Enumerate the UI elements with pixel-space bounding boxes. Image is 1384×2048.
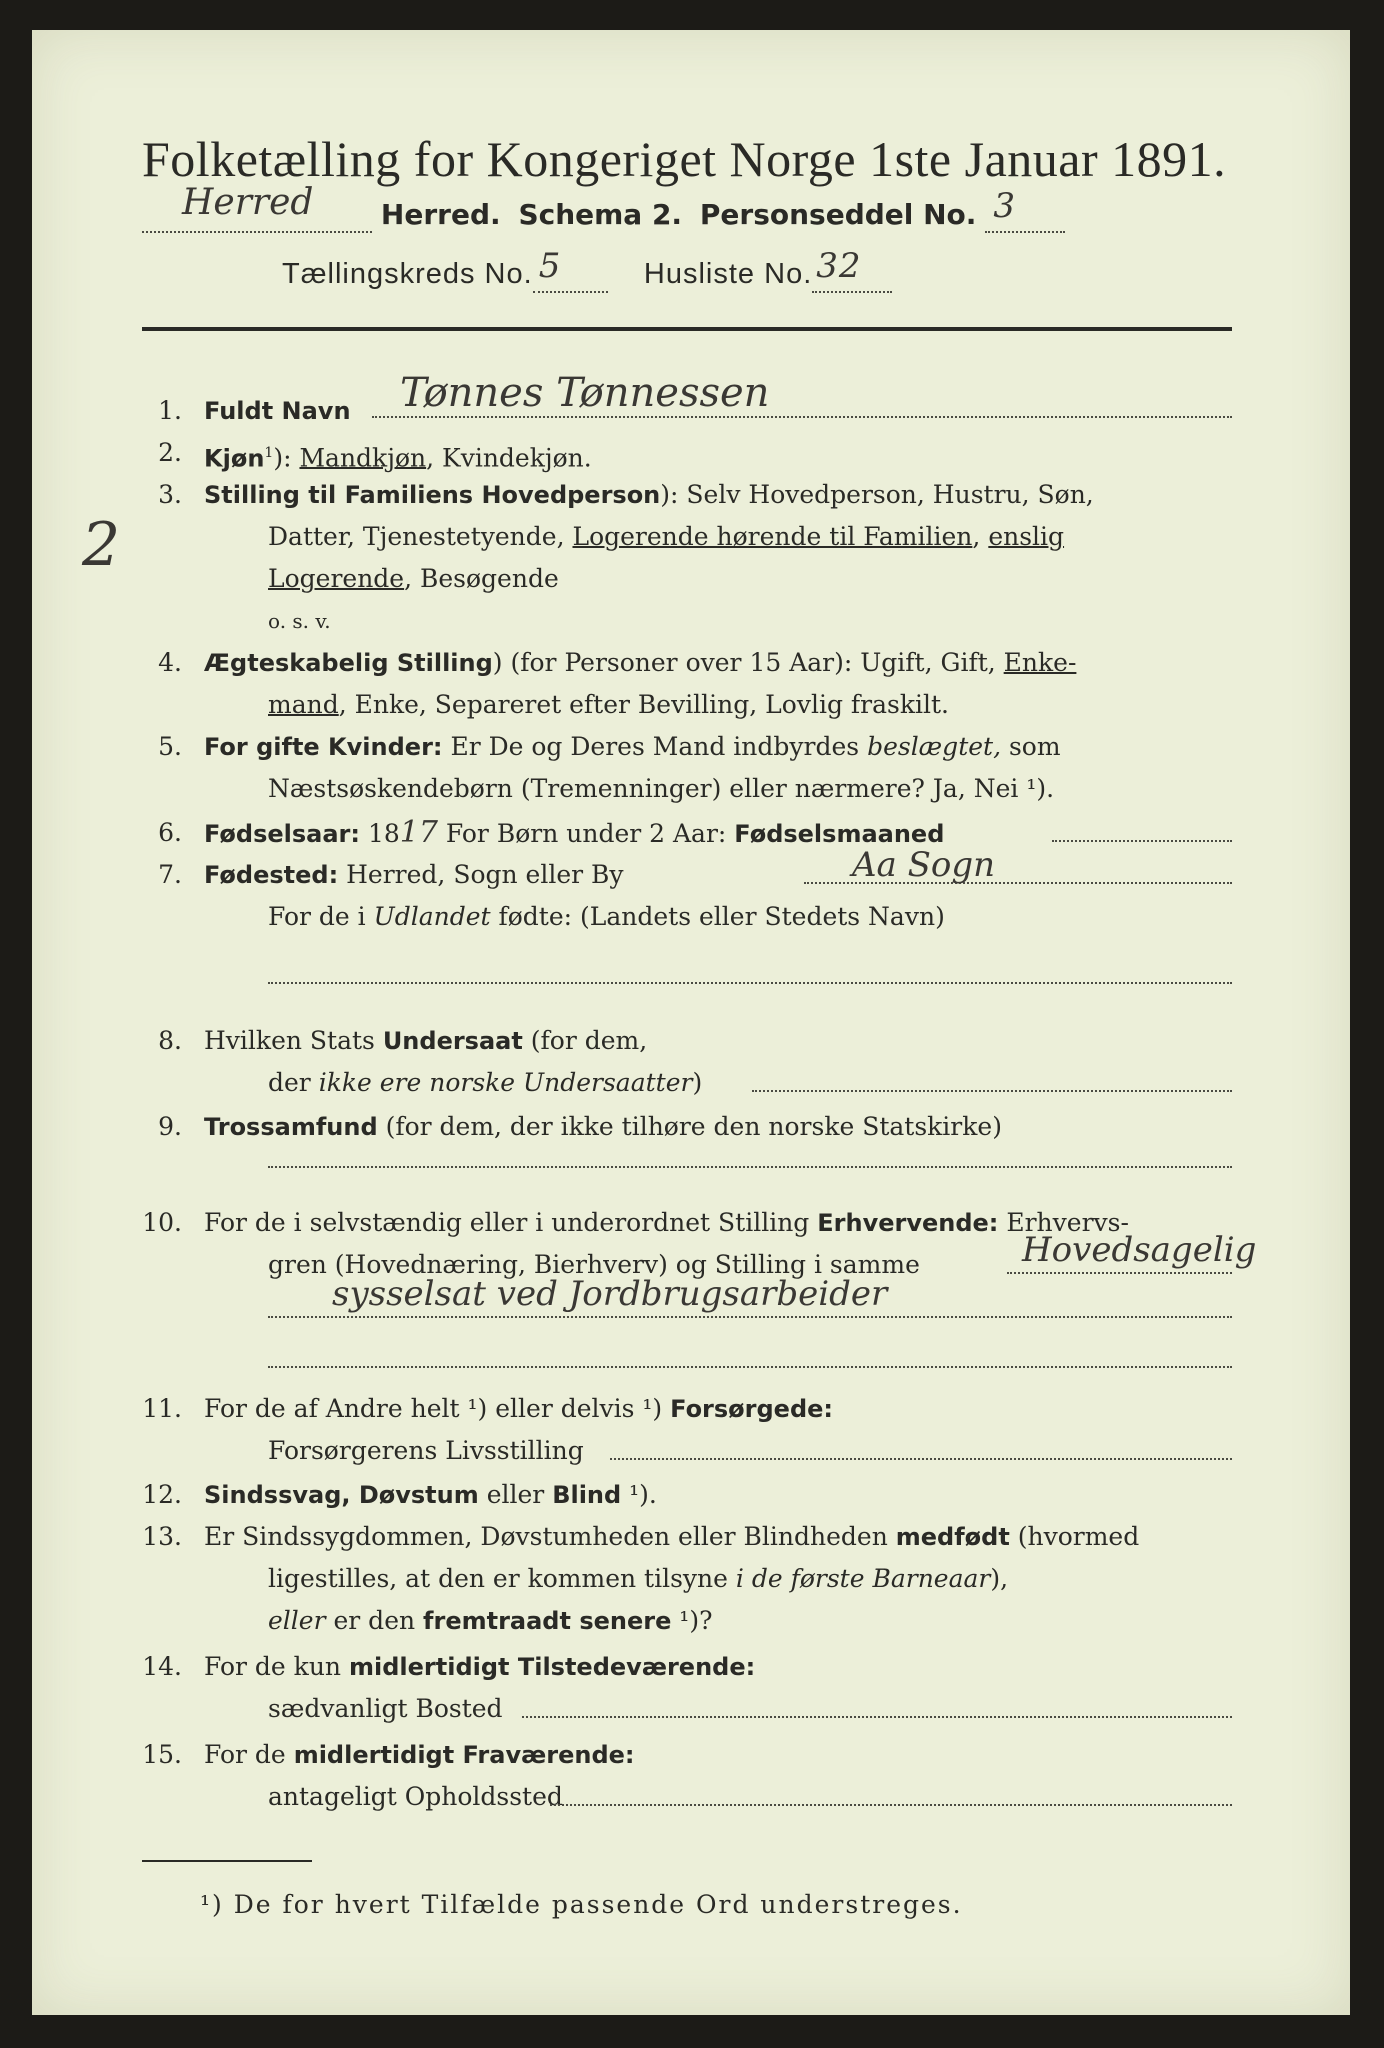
item-label: Fuldt Navn [204, 397, 351, 425]
fill-line [1052, 838, 1232, 842]
selected-mandkjon: Mandkjøn [299, 443, 427, 473]
item-number: 8. [158, 1026, 182, 1055]
header-rule [142, 327, 1232, 331]
item-number: 9. [158, 1112, 182, 1141]
personseddel-label: Personseddel No. [699, 198, 977, 231]
personseddel-value: 3 [993, 186, 1015, 226]
name-value: Tønnes Tønnessen [400, 370, 770, 416]
item-11-line2: Forsørgerens Livsstilling [268, 1436, 584, 1465]
item-number: 6. [158, 818, 182, 847]
fill-line [268, 1314, 1232, 1318]
item-3-line4: o. s. v. [268, 609, 331, 633]
item-11: For de af Andre helt ¹) eller delvis ¹) Forsørgede: [204, 1394, 834, 1423]
item-3-line2: Datter, Tjenestetyende, Logerende hørende til Familien, enslig [268, 522, 1065, 551]
item-10: For de i selvstændig eller i underordnet Stilling Erhvervende: Erhvervs- [204, 1208, 1129, 1237]
item-2: Kjøn$^1$): Mandkjøn, Kvindekjøn. [204, 443, 592, 473]
item-number: 14. [142, 1652, 182, 1681]
item-15-line2: antageligt Opholdssted [268, 1782, 563, 1811]
item-number: 1. [158, 396, 182, 425]
item-3-line3: Logerende, Besøgende [268, 564, 559, 593]
fill-line [1007, 1270, 1232, 1274]
census-form [32, 30, 1350, 2015]
item-14: For de kun midlertidigt Tilstedeværende: [204, 1652, 756, 1681]
occupation-value-2: sysselsat ved Jordbrugsarbeider [332, 1274, 888, 1314]
fill-line [752, 1088, 1232, 1092]
item-number: 5. [158, 732, 182, 761]
item-13-line2: ligestilles, at den er kommen tilsyne i de første Barneaar), [268, 1564, 1009, 1593]
fill-line [268, 1364, 1232, 1368]
item-9: Trossamfund (for dem, der ikke tilhøre den norske Statskirke) [204, 1112, 1002, 1141]
item-13: Er Sindssygdommen, Døvstumheden eller Blindheden medfødt (hvormed [204, 1522, 1140, 1551]
item-5: For gifte Kvinder: Er De og Deres Mand indbyrdes beslægtet, som [204, 732, 1061, 761]
fill-line [550, 1802, 1232, 1806]
item-number: 13. [142, 1522, 182, 1551]
fill-line [268, 1164, 1232, 1168]
herred-value: Herred [182, 182, 314, 223]
item-number: 12. [142, 1480, 182, 1509]
item-10-line2: gren (Hovednæring, Bierhverv) og Stilling i samme [268, 1250, 920, 1279]
form-title: Folketælling for Kongeriget Norge 1ste Januar 1891. [142, 131, 1227, 187]
item-4-line2: mand, Enke, Separeret efter Bevilling, Lovlig fraskilt. [268, 690, 949, 719]
item-6: Fødselsaar: 1817 For Børn under 2 Aar: Fødselsmaaned [204, 815, 945, 850]
item-5-line2: Næstsøskendebørn (Tremenninger) eller nærmere? Ja, Nei ¹). [268, 774, 1055, 803]
item-7: Fødested: Herred, Sogn eller By [204, 860, 624, 889]
fill-line [268, 980, 1232, 984]
occupation-value-1: Hovedsagelig [1022, 1230, 1257, 1270]
husliste-label: Husliste No. [643, 258, 813, 290]
item-14-line2: sædvanligt Bosted [268, 1694, 503, 1723]
item-12: Sindssvag, Døvstum eller Blind ¹). [204, 1480, 657, 1509]
kreds-label: Tællingskreds No. [282, 258, 533, 290]
item-15: For de midlertidigt Fraværende: [204, 1740, 635, 1769]
header-row-herred [142, 182, 1065, 233]
item-8: Hvilken Stats Undersaat (for dem, [204, 1026, 648, 1055]
item-7-line2: For de i Udlandet fødte: (Landets eller Stedets Navn) [268, 902, 945, 931]
fill-line [522, 1714, 1232, 1718]
footnote-rule [142, 1860, 312, 1862]
schema-label: Schema 2. [518, 198, 683, 231]
item-8-line2: der ikke ere norske Undersaatter) [268, 1068, 703, 1097]
birthplace-value: Aa Sogn [852, 845, 996, 885]
birth-year-value: 17 [399, 815, 438, 850]
item-number: 3. [158, 480, 182, 509]
item-number: 7. [158, 860, 182, 889]
header-row-kreds [282, 246, 892, 293]
item-number: 15. [142, 1740, 182, 1769]
item-number: 11. [142, 1394, 182, 1423]
footnote: ¹) De for hvert Tilfælde passende Ord understreges. [200, 1890, 963, 1919]
husliste-value: 32 [816, 246, 862, 286]
margin-mark: 2 [82, 510, 121, 580]
item-1 [204, 396, 351, 426]
fill-line [610, 1456, 1232, 1460]
herred-label: Herred. [380, 198, 501, 231]
item-4: Ægteskabelig Stilling) (for Personer over 15 Aar): Ugift, Gift, Enke- [204, 648, 1077, 677]
item-13-line3: eller er den fremtraadt senere ¹)? [268, 1606, 713, 1635]
item-3: Stilling til Familiens Hovedperson): Selv Hovedperson, Hustru, Søn, [204, 480, 1094, 509]
item-number: 4. [158, 648, 182, 677]
item-number: 2. [158, 438, 182, 467]
kreds-value: 5 [538, 246, 562, 286]
item-number: 10. [142, 1208, 182, 1237]
